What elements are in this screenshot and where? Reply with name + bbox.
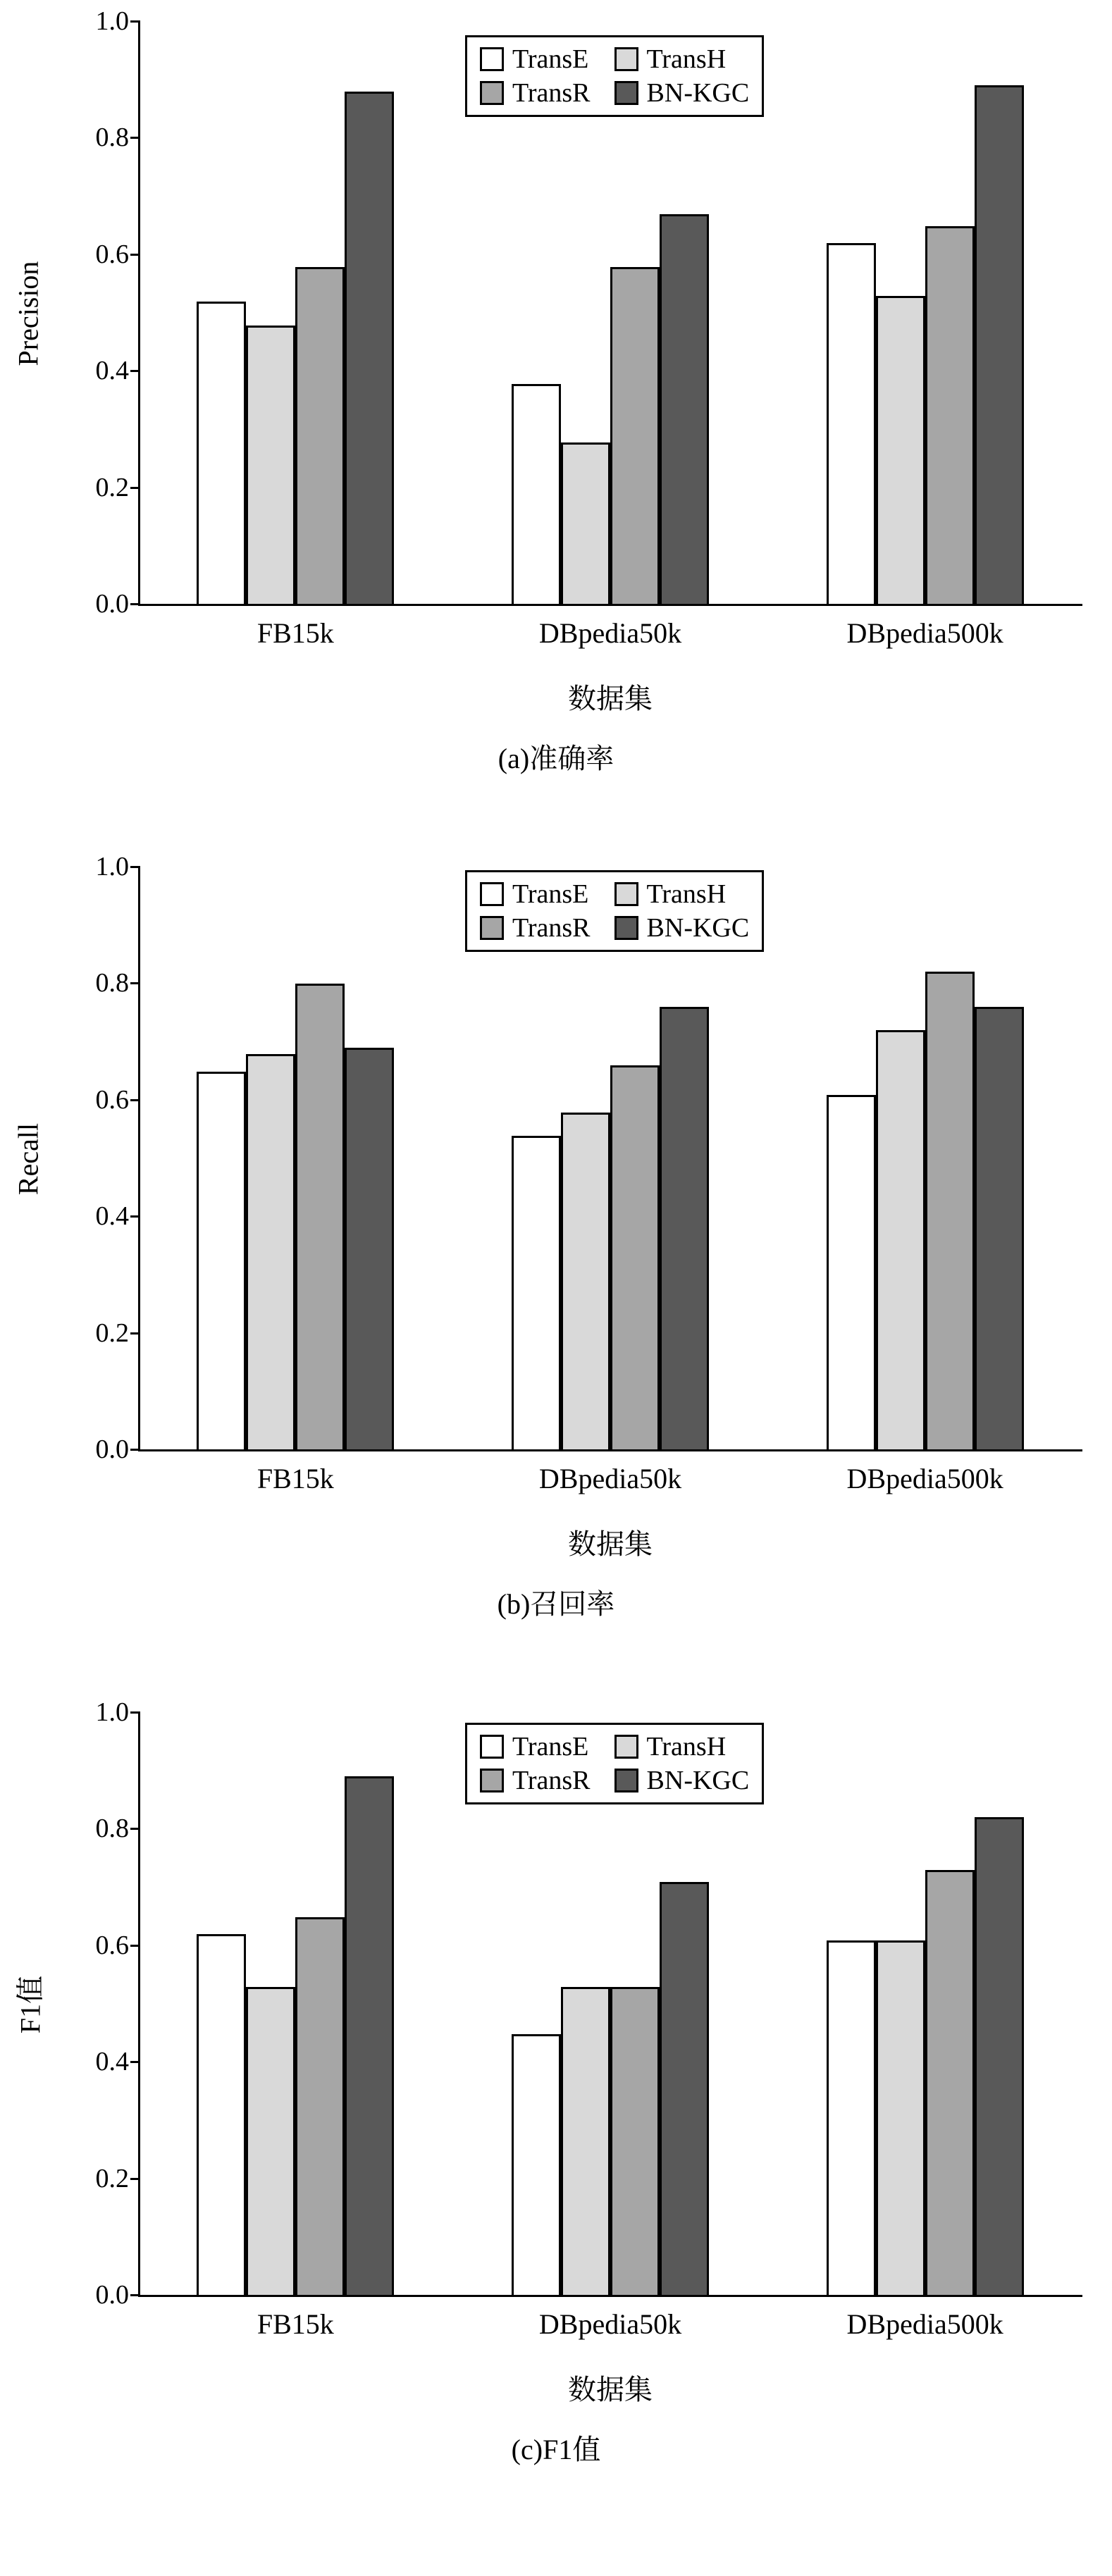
y-tick-label: 0.4 — [95, 2047, 129, 2077]
y-tick-label: 0.4 — [95, 356, 129, 386]
y-axis-title-b: Recall — [12, 1122, 44, 1196]
legend-item — [614, 46, 750, 73]
y-tick-label: 0.6 — [95, 1930, 129, 1960]
x-tick-label: FB15k — [257, 1463, 334, 1494]
legend-swatch-icon — [614, 1769, 638, 1792]
x-tick-label: DBpedia50k — [538, 2308, 682, 2340]
x-tick-label: FB15k — [257, 2308, 334, 2340]
x-tick-labels-a — [138, 617, 1082, 650]
legend-a — [465, 35, 764, 117]
legend-label: TransR — [512, 78, 591, 108]
y-tick-mark — [130, 1828, 140, 1830]
x-axis-title-b: 数据集 — [568, 1528, 653, 1560]
x-tick-label: DBpedia50k — [538, 617, 682, 649]
y-axis-title-c: F1值 — [14, 1975, 47, 2034]
legend-swatch-icon — [480, 882, 504, 906]
y-tick-mark — [130, 1711, 140, 1714]
y-tick-label: 0.4 — [95, 1201, 129, 1232]
chart-panel-c — [0, 1691, 1112, 2537]
legend-item — [480, 881, 591, 908]
legend-swatch-icon — [480, 81, 504, 105]
legend-swatch-icon — [614, 1735, 638, 1759]
y-tick-mark — [130, 137, 140, 139]
legend-label: TransH — [646, 1732, 727, 1761]
legend-item — [480, 1733, 591, 1760]
legend-label: TransH — [646, 44, 727, 74]
y-tick-mark — [130, 603, 140, 605]
y-tick-label: 0.2 — [95, 1318, 129, 1348]
y-tick-mark — [130, 2061, 140, 2063]
legend-swatch-icon — [480, 1735, 504, 1759]
y-tick-label: 0.0 — [95, 1435, 129, 1464]
y-tick-label: 0.2 — [95, 2163, 129, 2193]
panel-caption-b: (b)召回率 — [497, 1588, 615, 1620]
legend-label: TransH — [646, 879, 727, 909]
legend-swatch-icon — [614, 882, 638, 906]
y-tick-mark — [130, 20, 140, 23]
y-tick-label: 1.0 — [95, 1697, 129, 1727]
legend-label: TransR — [512, 913, 591, 943]
x-tick-labels-b — [138, 1462, 1082, 1495]
y-tick-mark — [130, 1449, 140, 1451]
y-tick-label: 0.6 — [95, 239, 129, 269]
legend-label: TransE — [512, 879, 589, 909]
legend-swatch-icon — [480, 47, 504, 71]
legend-b — [465, 870, 764, 952]
legend-item — [480, 1767, 591, 1794]
legend-item — [614, 915, 750, 941]
legend-swatch-icon — [480, 1769, 504, 1792]
chart-panel-b — [0, 846, 1112, 1691]
y-tick-mark — [130, 866, 140, 868]
y-tick-mark — [130, 1215, 140, 1218]
y-tick-label: 1.0 — [95, 852, 129, 881]
y-tick-mark — [130, 1099, 140, 1101]
y-tick-mark — [130, 254, 140, 256]
legend-item — [480, 80, 591, 106]
legend-label: TransE — [512, 44, 589, 74]
legend-label: TransR — [512, 1766, 591, 1795]
legend-c — [465, 1723, 764, 1804]
legend-label: BN-KGC — [646, 1766, 750, 1795]
legend-item — [614, 1733, 750, 1760]
y-tick-label: 0.8 — [95, 968, 129, 998]
legend-item — [480, 46, 591, 73]
x-tick-label: DBpedia500k — [846, 2308, 1003, 2340]
panel-caption-a: (a)准确率 — [498, 743, 614, 774]
panel-caption-c: (c)F1值 — [511, 2434, 601, 2465]
y-tick-mark — [130, 2294, 140, 2296]
y-tick-mark — [130, 1945, 140, 1947]
legend-label: BN-KGC — [646, 913, 750, 943]
y-tick-label: 0.8 — [95, 123, 129, 153]
y-tick-label: 0.0 — [95, 2280, 129, 2310]
chart-panel-a — [0, 0, 1112, 846]
legend-swatch-icon — [614, 47, 638, 71]
x-tick-labels-c — [138, 2308, 1082, 2341]
legend-swatch-icon — [614, 81, 638, 105]
y-tick-mark — [130, 370, 140, 372]
x-tick-label: FB15k — [257, 617, 334, 649]
y-tick-mark — [130, 2178, 140, 2180]
y-tick-label: 1.0 — [95, 6, 129, 36]
legend-label: TransE — [512, 1732, 589, 1761]
legend-swatch-icon — [614, 916, 638, 940]
x-tick-label: DBpedia500k — [846, 1463, 1003, 1494]
legend-item — [614, 1767, 750, 1794]
y-tick-label: 0.2 — [95, 472, 129, 502]
legend-item — [614, 881, 750, 908]
x-axis-title-a: 数据集 — [568, 683, 653, 714]
legend-swatch-icon — [480, 916, 504, 940]
x-axis-title-c: 数据集 — [568, 2374, 653, 2405]
y-tick-mark — [130, 982, 140, 984]
plot-area-b — [95, 852, 1082, 1464]
legend-item — [614, 80, 750, 106]
y-tick-label: 0.0 — [95, 589, 129, 619]
y-tick-mark — [130, 487, 140, 489]
x-tick-label: DBpedia50k — [538, 1463, 682, 1494]
y-axis-title-a: Precision — [12, 261, 44, 366]
y-tick-label: 0.6 — [95, 1084, 129, 1115]
legend-item — [480, 915, 591, 941]
y-tick-label: 0.8 — [95, 1814, 129, 1844]
y-tick-mark — [130, 1332, 140, 1335]
x-tick-label: DBpedia500k — [846, 617, 1003, 649]
legend-label: BN-KGC — [646, 78, 750, 108]
